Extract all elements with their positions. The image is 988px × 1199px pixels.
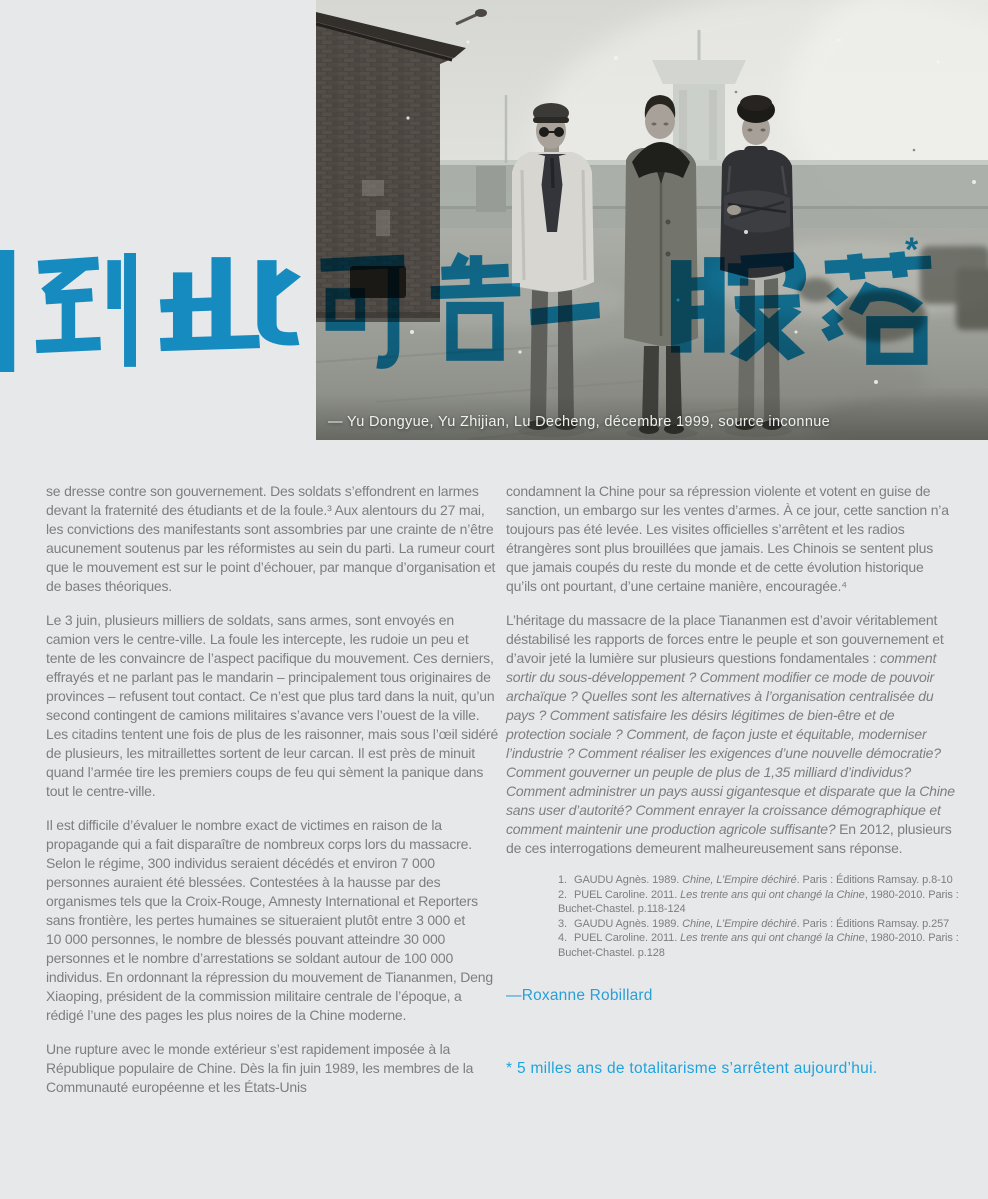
footnote-text: GAUDU Agnès. 1989.	[573, 874, 683, 886]
footnote-title: Les trente ans qui ont changé la Chine	[680, 888, 865, 901]
paragraph-tail: En 2012, plusieurs de ces interrogations demeurent malheureusement sans réponse.	[506, 821, 952, 856]
footnote-text: . Paris : Éditions Ramsay. p.257	[796, 917, 950, 930]
footnote-item	[558, 931, 966, 960]
paragraph: Le 3 juin, plusieurs milliers de soldats, sans armes, sont envoyés en camion vers le centre-ville. La foule les intercepte, les rudoie un peu et tente de les convaincre de l’aspect pacifique du mouvement. Ces derniers, effrayés et ne parlant pas le mandarin – principalement tous originaires de provinces – refusent tout contact. Ce n’est que plus tard dans la nuit, qu’un second contingent de camions militaires s’avance vers l’ouest de la ville. Les citadins tentent une fois de plus de les raisonner, mais sous l’œil sidéré de plusieurs, les mitraillettes sortent de leur carcan. Il est près de minuit quand l’armée tire les premiers coups de feu qui sèment la panique dans tout le centre-ville.	[46, 612, 499, 799]
footnote-title: Chine, L’Empire déchiré	[682, 917, 797, 930]
footnote-number: 4.	[558, 932, 567, 944]
hanzi-glyph-dao	[32, 250, 136, 372]
footnote-item	[558, 917, 966, 932]
footnote-item	[558, 873, 966, 888]
photo-tiananmen-trio	[316, 0, 988, 440]
author-signature: —Roxanne Robillard	[506, 987, 653, 1004]
hanzi-glyph-partial	[0, 250, 16, 372]
footnote-item	[558, 888, 966, 917]
hanzi-glyph-ci	[153, 250, 301, 372]
photo-illustration	[316, 0, 988, 440]
footnote-text: , 1980-2010. Paris : Buchet-Chastel. p.118-124	[558, 888, 959, 915]
graffiti-text	[0, 0, 1, 1]
footnote-text: GAUDU Agnès. 1989.	[573, 917, 683, 930]
footnotes	[558, 873, 966, 960]
paragraph: condamnent la Chine pour sa répression violente et votent en guise de sanction, un embargo sur les ventes d’armes. À ce jour, cette sanction n’a toujours pas été levée. Les visites officielles s’arrêtent et les radios étrangères sont plus brouillées que jamais. Les Chinois se sentent plus que jamais coupés du reste du monde et de cette évolution historique qu’ils ont pourtant, d’une certaine manière, encouragée.⁴	[506, 483, 949, 594]
footnote-number: 2.	[558, 888, 567, 901]
graffiti-asterisk: *	[905, 231, 919, 269]
paragraph-questions-italic: comment sortir du sous-développement ? Comment modifier ce mode de pouvoir archaïque ? Quelles sont les alternatives à l’organisation centralisée du pays ? Comment satisfaire les désirs légitimes de bien-être et de protection sociale ? Comment, de façon juste et équitable, moderniser l’industrie ? Comment réaliser les exigences d’une nouvelle démocratie? Comment gouverner un peuple de plus de 1,35 milliard d’individus? Comment administrer un pays aussi gigantesque et disparate que la Chine sans user d’autorité? Comment enrayer la croissance démographique et comment maintenir une production agricole suffisante?	[506, 650, 955, 837]
translation-note: * 5 milles ans de totalitarisme s’arrêtent aujourd’hui.	[506, 1060, 878, 1077]
paragraph: Il est difficile d’évaluer le nombre exact de victimes en raison de la propagande qui a fait disparaître de nombreux corps lors du massacre. Selon le régime, 300 individus seraient décédés et environ 7 000 personnes auraient été blessées. Contestées à la hausse par des organismes tels que la Croix-Rouge, Amnesty International et Reporters sans frontière, les pertes humaines se situeraient plutôt entre 3 000 et 10 000 personnes, le nombre de blessés pouvant atteindre 30 000 personnes et le nombre d’arrestations se soldant autour de 100 000 individus. En ordonnant la répression du mouvement de Tiananmen, Deng Xiaoping, président de la commission militaire centrale de l’époque, a rédigé l’une des pages les plus noires de la Chine moderne.	[46, 817, 493, 1023]
footnote-number: 1.	[558, 874, 567, 886]
footnote-text: PUEL Caroline. 2011.	[573, 888, 681, 901]
footnote-text: , 1980-2010. Paris : Buchet-Chastel. p.128	[558, 932, 959, 959]
paragraph-lead: L’héritage du massacre de la place Tiananmen est d’avoir véritablement déstabilisé les rapports de forces entre le peuple et son gouvernement et d’avoir jeté la lumière sur plusieurs questions fondamentales :	[506, 612, 944, 666]
footnote-title: Les trente ans qui ont changé la Chine	[680, 932, 865, 944]
paragraph: se dresse contre son gouvernement. Des soldats s’effondrent en larmes devant la fraternité des étudiants et de la foule.³ Aux alentours du 27 mai, les convictions des manifestants sont assombries par une crainte de n’être aucunement soutenus par les réformistes au sein du parti. La rumeur court que le mouvement est sur le point d’échouer, par manque d’organisation et de bases théoriques.	[46, 483, 496, 594]
footnote-number: 3.	[558, 917, 567, 930]
column-left	[46, 482, 500, 1112]
footnote-text: PUEL Caroline. 2011.	[573, 932, 681, 944]
photo-caption: — Yu Dongyue, Yu Zhijian, Lu Decheng, décembre 1999, source inconnue	[328, 414, 831, 430]
paragraph	[506, 611, 956, 858]
column-right	[506, 482, 959, 1078]
footnote-text: . Paris : Éditions Ramsay. p.8-10	[796, 874, 953, 886]
paragraph: Une rupture avec le monde extérieur s’est rapidement imposée à la République populaire de Chine. Dès la fin juin 1989, les membres de la Communauté européenne et les États-Unis	[46, 1041, 474, 1095]
footnote-title: Chine, L’Empire déchiré	[682, 874, 797, 886]
